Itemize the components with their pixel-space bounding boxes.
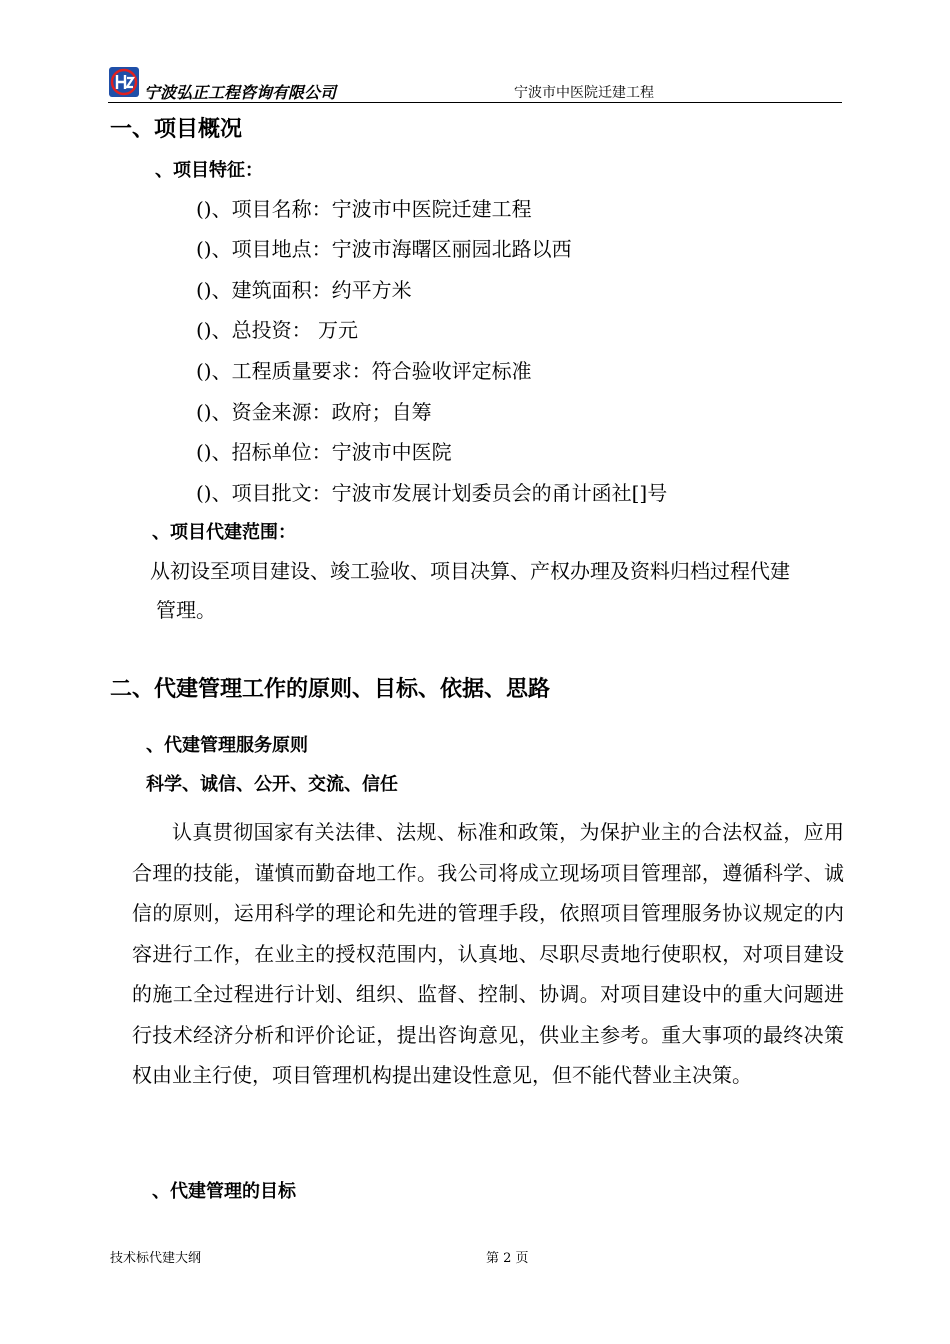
feature-item: ()、建筑面积：约平方米: [196, 278, 412, 302]
footer-page-number: 第 2 页: [486, 1251, 529, 1266]
principles-body-text: 认真贯彻国家有关法律、法规、标准和政策，为保护业主的合法权益，应用合理的技能，谨慎而勤奋地工作。我公司将成立现场项目管理部，遵循科学、诚信的原则，运用科学的理论和先进的管理手段，依照项目管理服务协议规定的内容进行工作，在业主的授权范围内，认真地、尽职尽责地行使职权，对项目建设的施工全过程进行计划、组织、监督、控制、协调。对项目建设中的重大问题进行技术经济分析和评价论证，提出咨询意见，供业主参考。重大事项的最终决策权由业主行使，项目管理机构提出建设性意见，但不能代替业主决策。: [132, 820, 844, 1087]
company-name: 宁波弘正工程咨询有限公司: [144, 83, 337, 102]
goals-heading: 、代建管理的目标: [152, 1181, 296, 1202]
section1-title: 一、项目概况: [110, 117, 243, 142]
principles-paragraph: [132, 812, 844, 1096]
scope-text-line2: 管理。: [156, 598, 216, 622]
company-logo-icon: [108, 66, 140, 98]
feature-item: ()、项目名称：宁波市中医院迁建工程: [196, 197, 532, 221]
principles-heading: 、代建管理服务原则: [146, 735, 308, 756]
feature-item: ()、资金来源：政府；自筹: [196, 400, 432, 424]
feature-item: ()、总投资： 万元: [196, 318, 358, 342]
feature-item: ()、招标单位：宁波市中医院: [196, 440, 452, 464]
footer-document-title: 技术标代建大纲: [110, 1251, 202, 1266]
feature-item: ()、工程质量要求：符合验收评定标准: [196, 359, 532, 383]
page-header: [108, 64, 842, 103]
feature-item: ()、项目地点：宁波市海曙区丽园北路以西: [196, 237, 572, 261]
scope-text-line1: 从初设至项目建设、竣工验收、项目决算、产权办理及资料归档过程代建: [150, 559, 790, 583]
feature-item: ()、项目批文：宁波市发展计划委员会的甬计函社[]号: [196, 481, 668, 505]
features-heading: 、项目特征：: [155, 160, 263, 181]
header-project-name: 宁波市中医院迁建工程: [514, 85, 654, 101]
principles-subheading: 科学、诚信、公开、交流、信任: [146, 774, 398, 795]
scope-heading: 、项目代建范围：: [152, 522, 296, 543]
section2-title: 二、代建管理工作的原则、目标、依据、思路: [110, 677, 551, 702]
